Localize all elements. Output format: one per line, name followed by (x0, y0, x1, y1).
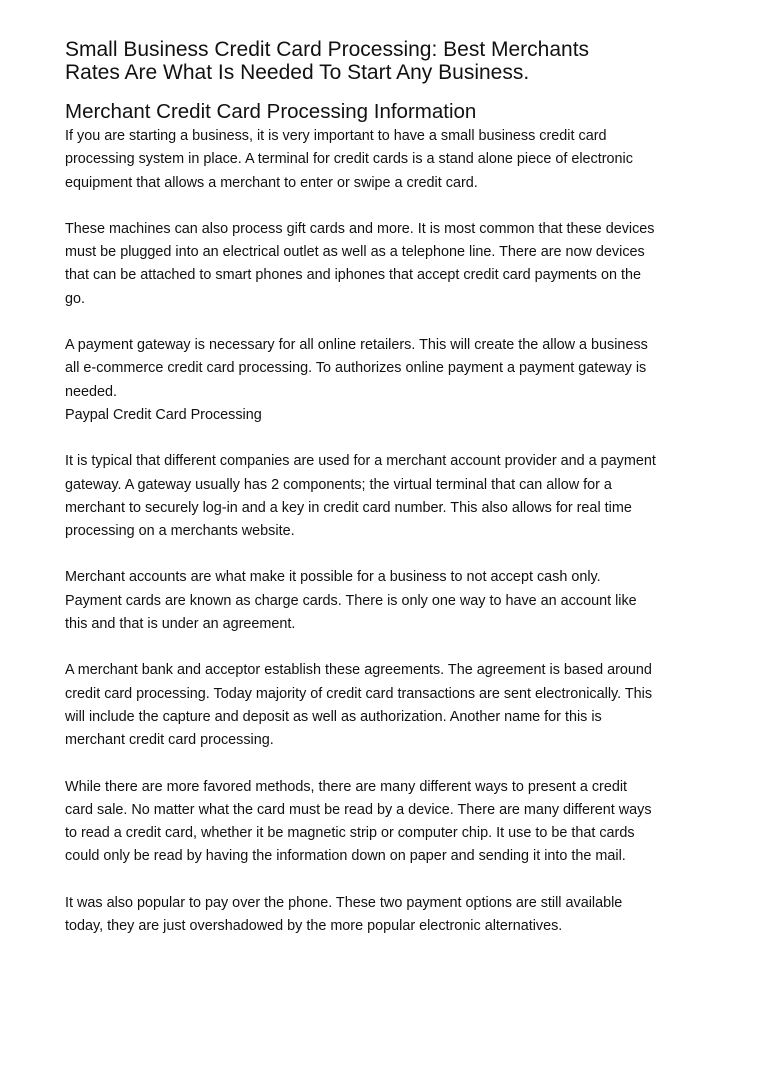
document-title (65, 38, 725, 84)
paragraph-gap (65, 311, 725, 334)
document-page (65, 38, 725, 938)
paragraph-agreements: A merchant bank and acceptor establish these agreements. The agreement is based around credit card processing. Today majority of credit card transactions are sent electronically. This will include the capture and deposit as well as authorization. Another name for this is merchant credit card processing. (65, 662, 653, 749)
paragraph-machines: These machines can also process gift cards and more. It is most common that these devices must be plugged into an electrical outlet as well as a telephone line. There are now devices that can be attached to smart phones and iphones that accept credit card payments on the go. (65, 220, 655, 307)
document-title-line-2: Rates Are What Is Needed To Start Any Business. (65, 61, 530, 84)
document-title-line-1: Small Business Credit Card Processing: Best Merchants (65, 38, 590, 61)
paypal-heading: Paypal Credit Card Processing (65, 406, 262, 423)
paragraph-gap (65, 636, 725, 659)
paragraph-phone: It was also popular to pay over the phone. These two payment options are still available today, they are just overshadowed by the more popular electronic alternatives. (65, 894, 623, 935)
paragraph-gap (65, 195, 725, 218)
paragraph-methods: While there are more favored methods, there are many different ways to present a credit card sale. No matter what the card must be read by a device. There are many different ways to read a credit card, whether it be magnetic strip or computer chip. It use to be that cards could only be read by having the information down on paper and sending it into the mail. (65, 778, 652, 865)
paragraph-merchant-accounts: Merchant accounts are what make it possible for a business to not accept cash only. Payment cards are known as charge cards. There is only one way to have an account like this and that is under an agreement. (65, 569, 637, 633)
paragraph-providers: It is typical that different companies are used for a merchant account provider and a payment gateway. A gateway usually has 2 components; the virtual terminal that can allow for a merchant to securely log-in and a key in credit card number. This also allows for real time processing on a merchants website. (65, 453, 656, 540)
paragraph-intro: If you are starting a business, it is very important to have a small business credit card processing system in place. A terminal for credit cards is a stand alone piece of electronic equipment that allows a merchant to enter or swipe a credit card. (65, 128, 633, 191)
paragraph-gap (65, 869, 725, 892)
paragraph-gateway: A payment gateway is necessary for all online retailers. This will create the allow a business all e-commerce credit card processing. To authorizes online payment a payment gateway is needed. (65, 337, 648, 400)
paragraph-gap (65, 427, 725, 450)
paragraph-gap (65, 753, 725, 776)
paragraph-gap (65, 543, 725, 566)
section-heading: Merchant Credit Card Processing Information (65, 100, 477, 123)
